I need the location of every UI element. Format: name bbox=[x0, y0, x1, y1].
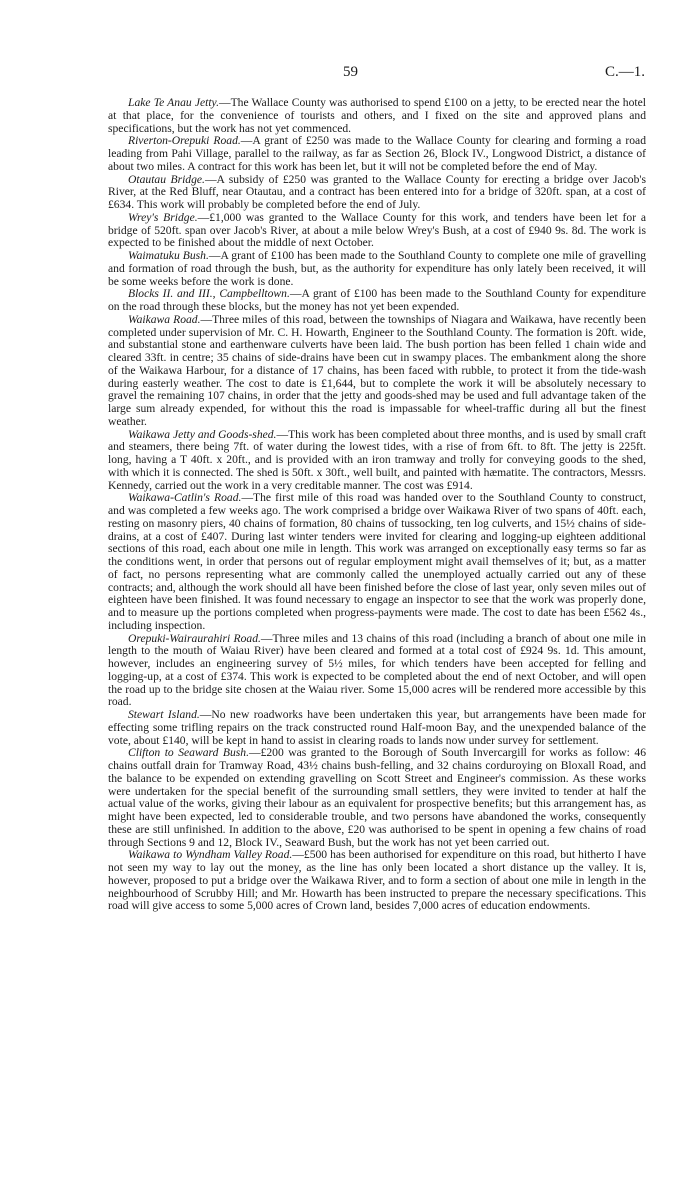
paragraph-heading: Waikawa to Wyndham Valley Road. bbox=[128, 848, 293, 862]
paragraph-heading: Waimatuku Bush. bbox=[128, 249, 209, 262]
paragraph-heading: Wrey's Bridge. bbox=[128, 210, 198, 224]
paragraph-stewart-island bbox=[108, 709, 646, 747]
paragraph-heading: Otautau Bridge. bbox=[128, 172, 205, 186]
paragraph-heading: Lake Te Anau Jetty. bbox=[128, 96, 219, 109]
paragraph-orepuki-wairaurahiri-road bbox=[108, 633, 646, 710]
paragraph-text: —Three miles and 13 chains of this road (including a branch of about one mile in length to the mouth of Waiau River) have been cleared and formed at a total cost of £924 9s. 1d. This amount, however, includes an engineering survey of 5½ miles, for which tenders have been accepted for felling and logging-up, at a cost of £374. This work is expected to be completed about the end of next October, and will open the road up to the bridge site chosen at the Waiau river. Some 15,000 acres will be rendered more accessible by this road. bbox=[108, 631, 646, 709]
paragraph-text: —The first mile of this road was handed over to the Southland County to construct, and was completed a few weeks ago. The work comprised a bridge over Waikawa River of two spans of 40ft. each, resting on masonry piers, 40 chains of formation, 80 chains of tussocking, ten log culverts, and 15½ chains of side-drains, at a cost of £407. During last winter tenders were invited for clearing and logging-up eighteen additional sections of this road, each about one mile in length. This work was arranged on exceptionally easy terms so far as the conditions went, in order that persons out of regular employment might avail themselves of it; but, as a matter of fact, no persons representing what are commonly called the unemployed actually carried out any of these contracts; and, although the work should all have been finished before the close of last year, only seven miles out of eighteen have been finished. It was found necessary to engage an inspector to see that the work was properly done, and to measure up the portions completed when progress-payments were made. The cost to date has been £562 4s., including inspection. bbox=[108, 491, 647, 632]
paragraph-text: —£1,000 was granted to the Wallace County for this work, and tenders have been let for a bridge of 520ft. span over Jacob's River, at about a mile below Wrey's Bush, at a cost of £940 9s. 8d. The work is expected to be finished about the middle of next October. bbox=[108, 210, 647, 250]
paragraph-waikawa-catlins-road bbox=[108, 492, 646, 632]
paragraph-text: —No new roadworks have been undertaken this year, but arrangements have been made for effecting some trifling repairs on the track constructed round Half-moon Bay, and the unexpended balance of the vote, about £140, will be kept in hand to assist in clearing roads to lands now under survey for settlement. bbox=[108, 708, 646, 747]
paragraph-heading: Blocks II. and III., Campbelltown. bbox=[128, 287, 290, 301]
paragraph-heading: Waikawa-Catlin's Road. bbox=[128, 491, 242, 505]
paragraph-heading: Orepuki-Wairaurahiri Road. bbox=[128, 631, 261, 645]
paragraph-heading: Waikawa Jetty and Goods-shed. bbox=[128, 427, 277, 441]
report-body bbox=[108, 97, 646, 913]
paragraph-riverton-orepuki-road bbox=[108, 135, 646, 173]
paragraph-heading: Stewart Island. bbox=[128, 708, 200, 721]
paragraph-heading: Waikawa Road. bbox=[128, 312, 201, 326]
paragraph-heading: Riverton-Orepuki Road. bbox=[128, 134, 241, 148]
paragraph-text: —A grant of £100 has been made to the Southland County for expenditure on the road through these blocks, but the money has not yet been expended. bbox=[108, 287, 646, 313]
paragraph-text: —£500 has been authorised for expenditure on this road, but hitherto I have not seen my way to lay out the money, as the line has only been located a short distance up the valley. It is, however, proposed to put a bridge over the Waikawa River, and to form a section of about one mile in length in the neighbourhood of Scrubby Hill; and Mr. Howarth has been instructed to prepare the necessary specifications. This road will give access to some 5,000 acres of Crown land, besides 7,000 acres of education endowments. bbox=[108, 848, 646, 913]
paragraph-text: —Three miles of this road, between the townships of Niagara and Waikawa, have recently been completed under supervision of Mr. C. H. Howarth, Engineer to the Southland County. The formation is 20ft. wide, and substantial stone and earthenware culverts have been laid. The bush portion has been felled 1 chain wide and cleared 33ft. in centre; 35 chains of side-drains have been cut in swampy places. The embankment along the shore of the Waikawa Harbour, for a distance of 17 chains, has been faced with rubble, to protect it from the tide-wash during easterly weather. The cost to date is £1,644, but to complete the work it will be absolutely necessary to gravel the remaining 107 chains, in order that the jetty and goods-shed may be used and full advantage taken of the large sum already expended, for without this the road is impassable for wheel-traffic during all but the finest weather. bbox=[108, 312, 646, 428]
page-header bbox=[0, 64, 700, 84]
page-number: 59 bbox=[343, 64, 358, 80]
paragraph-text: —£200 was granted to the Borough of South Invercargill for works as follow: 46 chains outfall drain for Tramway Road, 43½ chains bush-felling, and 32 chains corduroying on Bloxall Road, and the balance to be expended on extending gravelling on Scott Street and Engineer's commission. As these works were undertaken for the special benefit of the surrounding small settlers, they were invited to tender at half the actual value of the works, giving their labour as an equivalent for prospective benefits; but this arrangement has, as might have been expected, led to considerable trouble, and two persons have abandoned the works, consequently these are still unfinished. In addition to the above, £20 was authorised to be spent in opening a few chains of road through Sections 9 and 12, Block IV., Seaward Bush, but the work has not yet been carried out. bbox=[108, 746, 646, 849]
document-reference: C.—1. bbox=[604, 64, 645, 80]
paragraph-waimatuku-bush bbox=[108, 250, 646, 288]
paragraph-waikawa-jetty bbox=[108, 429, 646, 493]
paragraph-heading: Clifton to Seaward Bush. bbox=[128, 746, 249, 760]
paragraph-text: —A grant of £100 has been made to the Southland County to complete one mile of gravelling and formation of road through the bush, but, as the authority for expenditure has only lately been received, it will be some weeks before the work is done. bbox=[108, 249, 646, 288]
paragraph-waikawa-wyndham-road bbox=[108, 849, 646, 913]
paragraph-text: —This work has been completed about three months, and is used by small craft and steamers, there being 7ft. of water during the lowest tides, with a rise of from 6ft. to 8ft. The jetty is 225ft. long, having a T 40ft. x 20ft., and is provided with an iron tramway and trolly for conveying goods to the shed, with which it is connected. The shed is 50ft. x 30ft., well built, and painted with hæmatite. The contractors, Messrs. Kennedy, carried out the work in a very creditable manner. The cost was £914. bbox=[108, 427, 646, 492]
paragraph-text: —A subsidy of £250 was granted to the Wallace County for erecting a bridge over Jacob's River, at the Red Bluff, near Otautau, and a contract has been entered into for a bridge of 320ft. span, at a cost of £634. This work will probably be completed before the end of July. bbox=[108, 172, 647, 211]
paragraph-waikawa-road bbox=[108, 314, 646, 429]
paragraph-clifton-seaward-bush bbox=[108, 747, 646, 849]
paragraph-text: —The Wallace County was authorised to spend £100 on a jetty, to be erected near the hotel at that place, for the convenience of tourists and others, and I fixed on the site and approved plans and specifications, but the work has not yet commenced. bbox=[108, 96, 646, 135]
paragraph-text: —A grant of £250 was made to the Wallace County for clearing and forming a road leading from Pahi Village, parallel to the railway, as far as Section 26, Block IV., Longwood District, a distance of about two miles. A contract for this work has been let, but it will not be completed before the end of May. bbox=[108, 134, 646, 173]
paragraph-otautau-bridge bbox=[108, 174, 646, 212]
paragraph-wreys-bridge bbox=[108, 212, 646, 250]
paragraph-campbelltown-blocks bbox=[108, 288, 646, 314]
paragraph-lake-te-anau-jetty bbox=[108, 97, 646, 135]
